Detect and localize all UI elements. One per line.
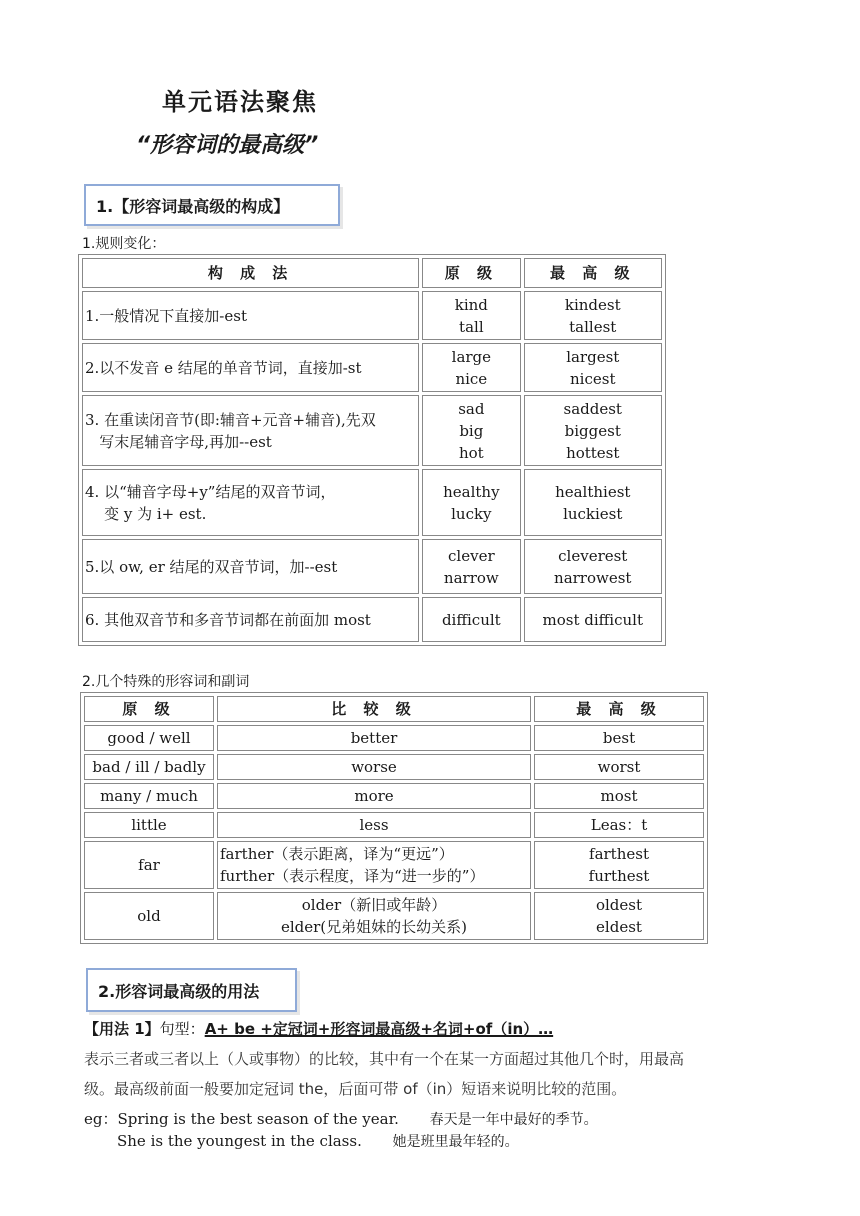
example-english: Spring is the best season of the year. — [117, 1110, 399, 1128]
table-row — [82, 469, 662, 536]
irregular-table — [80, 692, 708, 944]
section-heading-usage: 2.形容词最高级的用法 — [86, 968, 297, 1012]
superlative-cell: Leas：t — [534, 812, 704, 838]
base-cell: good / well — [84, 725, 214, 751]
regular-changes-label: 1.规则变化： — [82, 236, 166, 252]
table-row — [82, 291, 662, 340]
table-row — [84, 892, 704, 940]
base-cell: difficult — [422, 597, 520, 642]
header-comparative: 比 较 级 — [217, 696, 531, 722]
base-cell: old — [84, 892, 214, 940]
example-english: She is the youngest in the class. — [117, 1132, 362, 1150]
table-row — [84, 841, 704, 889]
superlative-cell: best — [534, 725, 704, 751]
header-rule: 构 成 法 — [82, 258, 419, 288]
superlative-cell: most — [534, 783, 704, 809]
superlative-cell: farthest furthest — [534, 841, 704, 889]
header-superlative: 最 高 级 — [534, 696, 704, 722]
usage-tag: 【用法 1】 — [84, 1020, 160, 1038]
example-chinese: 她是班里最年轻的。 — [392, 1134, 519, 1150]
table-row — [84, 812, 704, 838]
rule-cell: 6. 其他双音节和多音节词都在前面加 most — [82, 597, 419, 642]
rule-cell: 5.以 ow, er 结尾的双音节词，加--est — [82, 539, 419, 594]
base-cell: little — [84, 812, 214, 838]
example-chinese: 春天是一年中最好的季节。 — [429, 1112, 598, 1128]
usage-prefix: 句型： — [159, 1020, 205, 1038]
section-heading-formation: 1.【形容词最高级的构成】 — [84, 184, 340, 226]
explanation-line-2: 级。最高级前面一般要加定冠词 the，后面可带 of（in）短语来说明比较的范围。 — [84, 1080, 627, 1098]
table-row — [82, 597, 662, 642]
example-prefix: eg： — [84, 1110, 118, 1128]
comparative-cell: farther（表示距离，译为“更远”） further（表示程度，译为“进一步的”） — [217, 841, 531, 889]
header-superlative: 最 高 级 — [524, 258, 663, 288]
base-cell: large nice — [422, 343, 520, 392]
superlative-cell: saddest biggest hottest — [524, 395, 663, 466]
base-cell: far — [84, 841, 214, 889]
formation-table — [78, 254, 666, 646]
special-words-label: 2.几个特殊的形容词和副词 — [82, 674, 250, 690]
explanation-line-1: 表示三者或三者以上（人或事物）的比较，其中有一个在某一方面超过其他几个时，用最高 — [84, 1050, 685, 1068]
table-row — [84, 783, 704, 809]
table-row — [82, 395, 662, 466]
base-cell: clever narrow — [422, 539, 520, 594]
page-subtitle: “形容词的最高级” — [136, 133, 319, 158]
superlative-cell: most difficult — [524, 597, 663, 642]
comparative-cell: worse — [217, 754, 531, 780]
example-1 — [84, 1108, 598, 1129]
table-row — [84, 754, 704, 780]
comparative-cell: more — [217, 783, 531, 809]
rule-cell: 2.以不发音 e 结尾的单音节词，直接加-st — [82, 343, 419, 392]
example-2 — [117, 1131, 519, 1151]
rule-cell: 1.一般情况下直接加-est — [82, 291, 419, 340]
base-cell: kind tall — [422, 291, 520, 340]
rule-cell: 4. 以“辅音字母+y”结尾的双音节词， 变 y 为 i+ est. — [82, 469, 419, 536]
base-cell: many / much — [84, 783, 214, 809]
superlative-cell: worst — [534, 754, 704, 780]
superlative-cell: largest nicest — [524, 343, 663, 392]
header-base: 原 级 — [422, 258, 520, 288]
table-row — [82, 343, 662, 392]
page-title: 单元语法聚焦 — [162, 88, 318, 116]
base-cell: sad big hot — [422, 395, 520, 466]
comparative-cell: better — [217, 725, 531, 751]
header-base: 原 级 — [84, 696, 214, 722]
usage-pattern: A+ be +定冠词+形容词最高级+名词+of（in）… — [204, 1020, 554, 1038]
table-row — [84, 725, 704, 751]
superlative-cell: cleverest narrowest — [524, 539, 663, 594]
rule-cell: 3. 在重读闭音节(即:辅音+元音+辅音),先双 写末尾辅音字母,再加--est — [82, 395, 419, 466]
table-row — [82, 539, 662, 594]
usage-1-line — [84, 1018, 553, 1039]
superlative-cell: oldest eldest — [534, 892, 704, 940]
base-cell: bad / ill / badly — [84, 754, 214, 780]
superlative-cell: healthiest luckiest — [524, 469, 663, 536]
superlative-cell: kindest tallest — [524, 291, 663, 340]
comparative-cell: older（新旧或年龄） elder(兄弟姐妹的长幼关系) — [217, 892, 531, 940]
comparative-cell: less — [217, 812, 531, 838]
base-cell: healthy lucky — [422, 469, 520, 536]
